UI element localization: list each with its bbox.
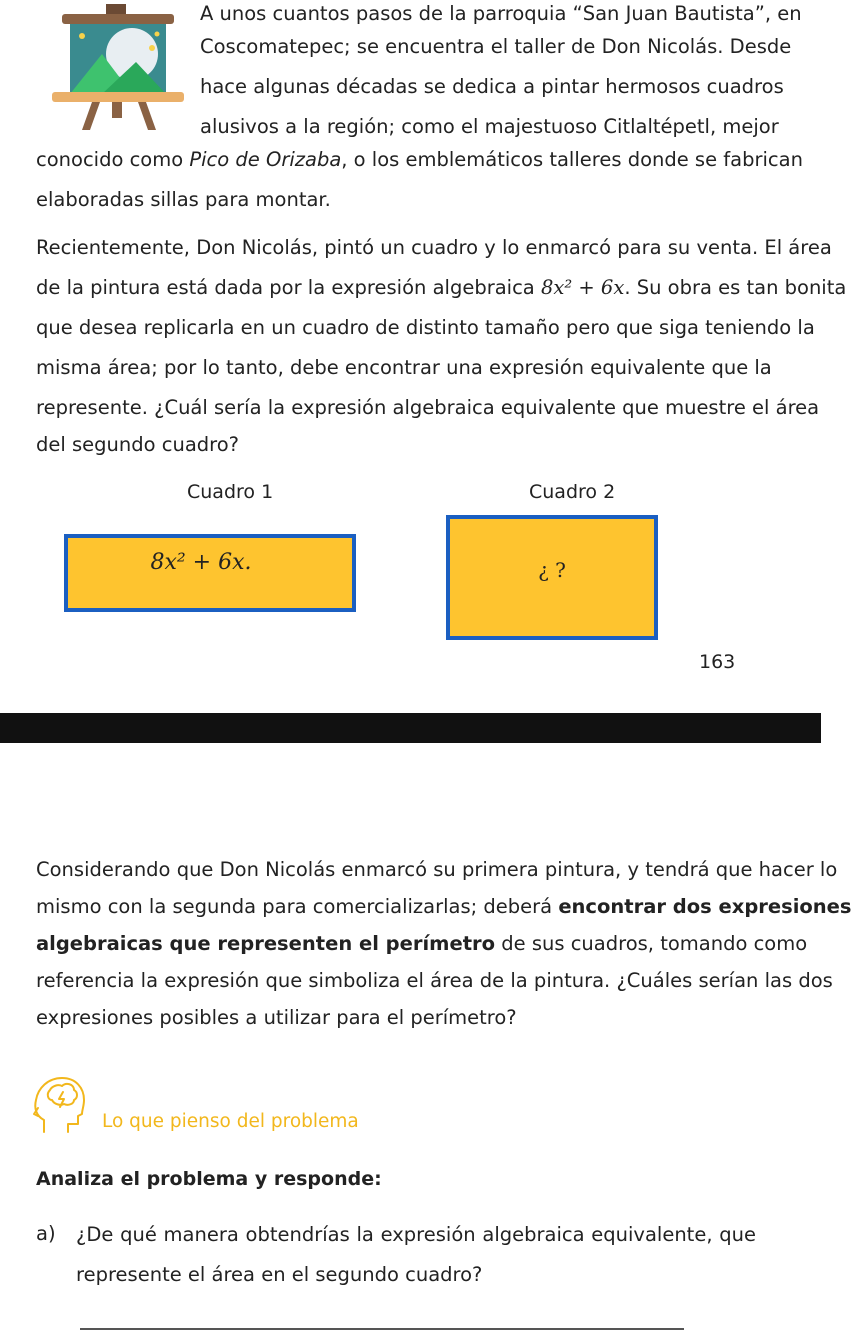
cuadro-1-expression: 8x² + 6x.	[150, 549, 252, 575]
analyze-heading: Analiza el problema y responde:	[36, 1168, 382, 1190]
problem-line-5: represente. ¿Cuál sería la expresión algebraica equivalente que muestre el área	[36, 396, 820, 419]
area-expression: 8x² + 6x	[540, 276, 625, 299]
problem-line-2: de la pintura está dada por la expresión algebraica 8x² + 6x. Su obra es tan bonita	[36, 276, 847, 299]
perimeter-line-1: Considerando que Don Nicolás enmarcó su primera pintura, y tendrá que hacer lo	[36, 858, 838, 881]
cuadro-2-caption: Cuadro 2	[529, 481, 616, 503]
page-break-band	[0, 713, 821, 743]
intro-line-3: hace algunas décadas se dedica a pintar hermosos cuadros	[200, 75, 784, 98]
cuadro-1-box	[64, 534, 356, 612]
intro-line-1: A unos cuantos pasos de la parroquia “San Juan Bautista”, en	[200, 2, 802, 25]
problem-line-6: del segundo cuadro?	[36, 433, 240, 456]
thinking-head-icon	[30, 1072, 88, 1136]
perimeter-line-3: algebraicas que representen el perímetro de sus cuadros, tomando como	[36, 932, 808, 955]
intro-line-2: Coscomatepec; se encuentra el taller de Don Nicolás. Desde	[200, 35, 792, 58]
perimeter-line-4: referencia la expresión que simboliza el área de la pintura. ¿Cuáles serían las dos	[36, 969, 833, 992]
question-a-line-2: represente el área en el segundo cuadro?	[76, 1263, 483, 1286]
pico-de-orizaba-italic: Pico de Orizaba	[189, 148, 342, 171]
problem-line-4: misma área; por lo tanto, debe encontrar una expresión equivalente que la	[36, 356, 772, 379]
perimeter-line-5: expresiones posibles a utilizar para el perímetro?	[36, 1006, 517, 1029]
question-a-marker: a)	[36, 1222, 56, 1245]
intro-line-6: elaboradas sillas para montar.	[36, 188, 331, 211]
section-title: Lo que pienso del problema	[102, 1111, 359, 1132]
page-number: 163	[699, 651, 736, 673]
cuadro-1-caption: Cuadro 1	[187, 481, 274, 503]
perimeter-line-2: mismo con la segunda para comercializarlas; deberá encontrar dos expresiones	[36, 895, 852, 918]
intro-line-5: conocido como Pico de Orizaba, o los emblemáticos talleres donde se fabrican	[36, 148, 803, 171]
problem-line-1: Recientemente, Don Nicolás, pintó un cuadro y lo enmarcó para su venta. El área	[36, 236, 832, 259]
cuadro-2-box	[446, 515, 658, 640]
answer-line[interactable]	[80, 1328, 684, 1330]
easel-painting-icon	[52, 4, 184, 132]
cuadro-2-unknown: ¿ ?	[538, 557, 566, 582]
intro-line-4: alusivos a la región; como el majestuoso Citlaltépetl, mejor	[200, 115, 779, 138]
problem-line-3: que desea replicarla en un cuadro de distinto tamaño pero que siga teniendo la	[36, 316, 815, 339]
question-a-line-1: ¿De qué manera obtendrías la expresión algebraica equivalente, que	[76, 1223, 756, 1246]
